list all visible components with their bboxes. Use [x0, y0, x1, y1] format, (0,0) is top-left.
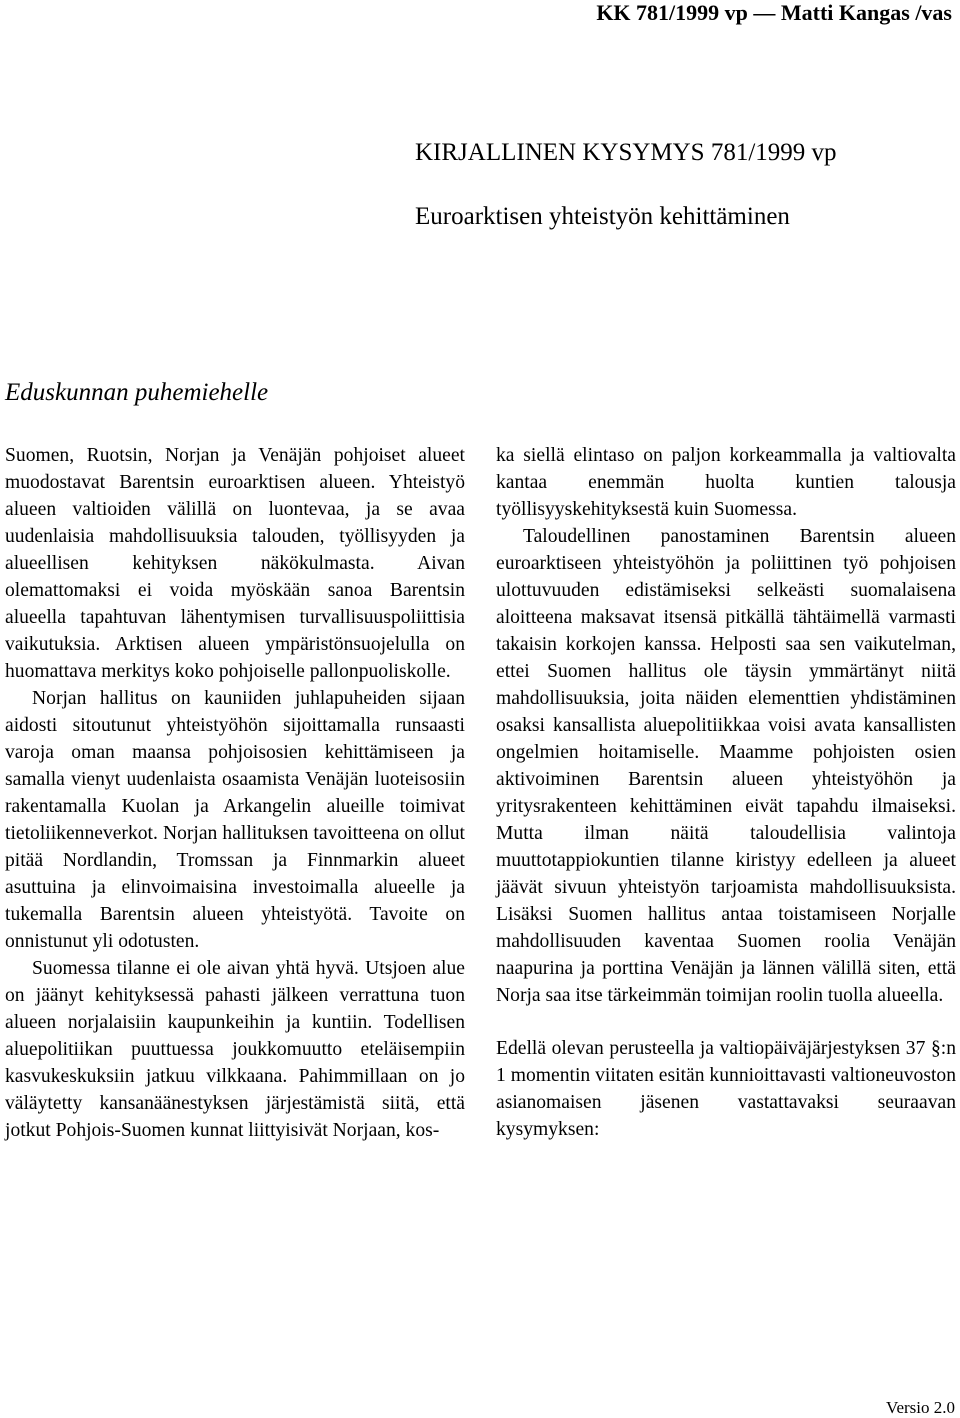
document-reference-header: KK 781/1999 vp — Matti Kangas /vas: [596, 0, 952, 25]
body-paragraph: ka siellä elintaso on paljon korkeammalla ja valtiovalta kantaa enemmän huolta kuntien talousja työllisyyskehityksestä kuin Suomessa.: [496, 445, 956, 520]
body-paragraph: Suomessa tilanne ei ole aivan yhtä hyvä. Utsjoen alue on jäänyt kehityksessä pahasti jälkeen verrattuna tuon alueen norjalaisiin kaupunkeihin ja kuntiin. Todellisen aluepolitiikan puuttuessa joukkomuutto eteläisempiin kasvukeskuksiin jatkuu vilkkaana. Pahimmillaan on jo väläytetty kansanäänestyksen järjestämistä siitä, että jotkut Pohjois-Suomen kunnat liittyisivät Norjaan, kos-: [5, 958, 465, 1141]
closing-paragraph: Edellä olevan perusteella ja valtiopäiväjärjestyksen 37 §:n 1 momentin viitaten esitän kunnioittavasti valtioneuvoston asianomaisen jäsenen vastattavaksi seuraavan kysymyksen:: [496, 1038, 956, 1140]
body-paragraph: Taloudellinen panostaminen Barentsin alueen euroarktiseen yhteistyöhön ja poliittinen työ pohjoisen ulottuvuuden edistämiseksi selkeästi suomalaisena aloitteena maksavat itsensä pitkällä tähtäimellä varmasti takaisin korkojen kanssa. Helposti saa sen vaikutelman, ettei Suomen hallitus ole täysin ymmärtänyt niitä mahdollisuuksia, joita näiden elementtien yhdistäminen osaksi kansallista aluepolitiikkaa voisi avata kansallisten ongelmien hoitamiselle. Maamme pohjoisten osien aktivoiminen Barentsin alueen yhteistyöhön ja yritysrakenteen kehittäminen eivät tapahdu ilmaiseksi. Mutta ilman näitä taloudellisia valintoja muuttotappiokuntien tilanne kiristyy edelleen ja alueet jäävät sivuun yhteistyön tarjoamista mahdollisuuksista. Lisäksi Suomen hallitus antaa toistamiseen Norjalle mahdollisuuden kaventaa Suomen roolia Venäjän naapurina ja porttina Venäjän ja lännen välillä siten, että Norja saa itse tärkeimmän toimijan roolin tuolla alueella.: [496, 526, 956, 1006]
body-paragraph: Norjan hallitus on kauniiden juhlapuheiden sijaan aidosti sitoutunut yhteistyöhön sijoittamalla runsaasti varoja oman maansa pohjoisosien kehittämiseen ja samalla vienyt uudenlaista osaamista Venäjän luoteisosiin rakentamalla Kuolan ja Arkangelin alueille toimivat tietoliikenneverkot. Norjan hallituksen tavoitteena on ollut pitää Nordlandin, Tromssan ja Finnmarkin alueet asuttuina ja elinvoimaisina investoimalla alueelle ja tukemalla Barentsin alueen yhteistyötä. Tavoite on onnistunut yli odotusten.: [5, 688, 465, 952]
version-label: Versio 2.0: [886, 1398, 955, 1417]
document-subtitle: Euroarktisen yhteistyön kehittäminen: [415, 203, 790, 230]
document-title: KIRJALLINEN KYSYMYS 781/1999 vp: [415, 139, 837, 166]
left-text-column: [5, 442, 465, 1144]
addressee-heading: Eduskunnan puhemiehelle: [5, 379, 269, 406]
body-paragraph: Suomen, Ruotsin, Norjan ja Venäjän pohjoiset alueet muodostavat Barentsin euroarktisen alueen. Yhteistyö alueen valtioiden välillä on luontevaa, ja se avaa uudenlaisia mahdollisuuksia talouden, työllisyyden ja alueellisen kehityksen näkökulmasta. Aivan olemattomaksi ei voida myöskään sanoa Barentsin alueella tapahtuvan lähentymisen turvallisuuspoliittisia vaikutuksia. Arktisen alueen ympäristönsuojelulla on huomattava merkitys koko pohjoiselle pallonpuoliskolle.: [5, 445, 465, 682]
right-text-column: [496, 442, 956, 1143]
